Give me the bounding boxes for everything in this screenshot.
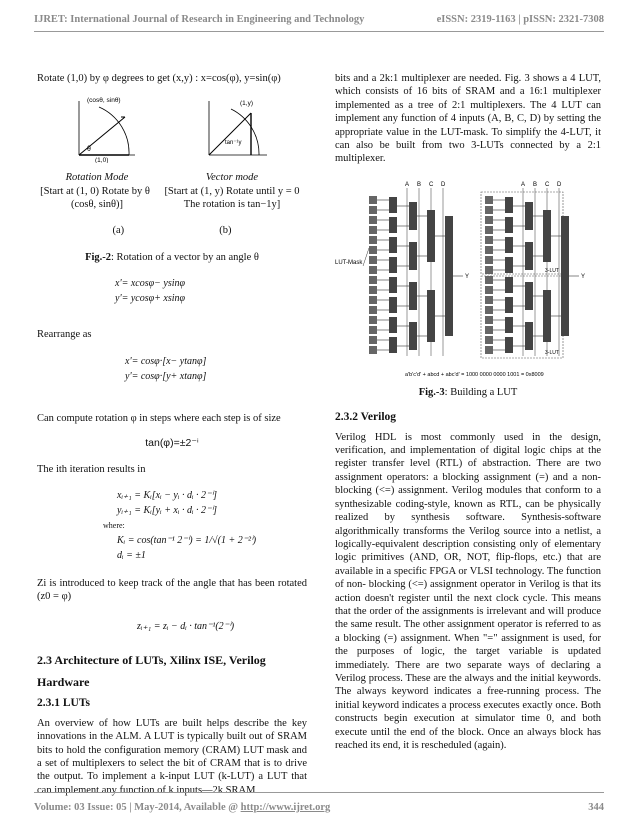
mux [505,217,513,233]
mux [505,277,513,293]
input-label: C [429,181,434,188]
mode-b-line1: [Start at (1, y) Rotate until y = 0 [164,185,300,197]
mux [389,337,397,353]
figure-2-modes [37,171,307,211]
figure-3-lut-diagram [335,178,601,378]
input-label: C [545,181,550,188]
sram-bit [485,266,493,274]
final-mux [445,216,453,336]
figure-2-diagrams [37,93,307,163]
lut3-label-top: 3-LUT [545,267,559,274]
mux [505,297,513,313]
eq4-line2: yᵢ₊₁ = Kᵢ[yᵢ + xᵢ · dᵢ · 2⁻ⁱ] [117,505,217,517]
sram-bit [485,296,493,304]
sram-bit [485,196,493,204]
eq2-line1: x'= cosφ·[x− ytanφ] [125,355,207,367]
section-2-3-heading: 2.3 Architecture of LUTs, Xilinx ISE, Verilog Hardware [37,653,266,690]
mux [505,257,513,273]
final-mux [561,216,569,336]
sram-bit [485,326,493,334]
section-2-3-1-heading: 2.3.1 LUTs [37,697,90,710]
mux [389,317,397,333]
mux [505,237,513,253]
sram-bit [485,216,493,224]
equation-5: zᵢ₊₁ = zᵢ − dᵢ · tan⁻¹(2⁻ⁱ) [137,620,235,632]
sram-bit [369,196,377,204]
sram-bit [369,276,377,284]
sram-bit [369,216,377,224]
mux [543,290,551,342]
eq2-line2: y'= cosφ·[y+ xtanφ] [125,370,207,382]
fig2a-theta: θ [87,146,91,154]
sram-bit [369,206,377,214]
mux [409,242,417,270]
lut-mask-pointer [363,248,369,266]
header-rule [34,31,604,32]
mux [427,210,435,262]
footer-rule [34,792,604,793]
luts-paragraph: An overview of how LUTs are built helps describe the key innovations in the ALM. A LUT is typically built out of SRAM bits to hold the configuration memory (CRAM) LUT mask and a set of multiplexers to select the bit of CRAM that is to drive the output. To implement a k-input LUT (k-LUT) a LUT that can implement any function of k inputs—2k SRAM [37,717,307,796]
fig3-caption-text: : Building a LUT [444,386,518,398]
mux [409,282,417,310]
zi-paragraph: Zi is introduced to keep track of the angle that has been rotated (z0 = φ) [37,578,307,603]
mux [505,337,513,353]
sram-bit [369,286,377,294]
page-footer [34,802,604,813]
eq1-line1: x'= xcosφ− ysinφ [115,278,186,290]
input-label: D [557,181,562,188]
fig2a-label-bottom: (1,0) [95,157,109,164]
vector-mode-text [157,171,307,211]
sram-bit [485,316,493,324]
input-label: A [405,181,410,188]
lut-mask-label: LUT-Mask [335,259,363,266]
sram-bit [369,246,377,254]
mux [389,197,397,213]
fig2b-label-top: (1,y) [240,100,253,108]
rotation-mode-diagram [79,97,135,163]
sram-bit [369,336,377,344]
input-label: D [441,181,446,188]
mux [525,322,533,350]
sram-bit [369,236,377,244]
mux [543,210,551,262]
eq4-line4: dᵢ = ±1 [117,550,146,562]
mux [389,257,397,273]
left-column [37,72,307,797]
output-label: Y [581,273,586,280]
sram-bit [485,346,493,354]
sram-bit [369,346,377,354]
sram-bit [485,246,493,254]
equation-2 [37,354,307,384]
mux [505,317,513,333]
ith-text: The ith iteration results in [37,463,146,475]
journal-title: IJRET: International Journal of Research in Engineering and Technology [34,14,365,25]
eq4-where: where: [103,521,125,531]
eq1-line2: y'= ycosφ+ xsinφ [115,293,186,305]
mux [389,277,397,293]
mux [389,217,397,233]
mux [427,290,435,342]
sram-bit [485,306,493,314]
equation-3: tan(φ)=±2⁻ⁱ [145,437,199,450]
sram-bit [369,256,377,264]
page-header [34,14,604,25]
mux [525,202,533,230]
input-label: B [417,181,422,188]
sram-bit [369,296,377,304]
sram-bit [369,316,377,324]
fig3-caption-label: Fig.-3 [418,386,445,398]
mux [389,237,397,253]
equation-4 [37,488,307,563]
section-2-3-2-heading: 2.3.2 Verilog [335,411,397,424]
mux [505,197,513,213]
fig2a-label-top: (cosθ, sinθ) [87,97,121,105]
mux [525,282,533,310]
issn: eISSN: 2319-1163 | pISSN: 2321-7308 [436,14,604,25]
input-label: A [521,181,526,188]
sram-bit [369,226,377,234]
fig2-caption-label: Fig.-2 [85,252,112,264]
rotation-mode-text [37,171,157,211]
fig2-caption-text: : Rotation of a vector by an angle θ [111,252,259,264]
sub-label-a: (a) [112,224,125,236]
page-number: 344 [588,802,604,813]
sub-label-b: (b) [219,224,232,236]
mux [409,322,417,350]
sram-bit [485,276,493,284]
figure-2-sublabels [37,224,307,237]
sram-bit [485,286,493,294]
sram-bit [485,236,493,244]
output-label: Y [465,273,470,280]
fig2b-label-mid: tan⁻¹y [225,140,242,147]
equation-1 [37,276,307,306]
eq4-line1: xᵢ₊₁ = Kᵢ[xᵢ − yᵢ · dᵢ · 2⁻ⁱ] [117,490,217,502]
sram-bit [485,336,493,344]
figure-3-caption [335,386,601,399]
sram-bit [369,266,377,274]
lut3-label-bottom: 3-LUT [545,349,559,356]
footer-volume [34,802,330,813]
mode-a-title: Rotation Mode [65,172,129,184]
footer-link[interactable]: http://www.ijret.org [240,802,331,813]
sram-bit [485,206,493,214]
sram-bit [485,226,493,234]
figure-2-caption [37,251,307,264]
input-label: B [533,181,538,188]
steps-text: Can compute rotation φ in steps where each step is of size [37,412,281,424]
sram-bit [369,306,377,314]
mux [389,297,397,313]
right-intro-paragraph: bits and a 2k:1 multiplexer are needed. Fig. 3 shows a 4 LUT, which consists of 16 bits of SRAM and a 16:1 multiplexer implemented as a tree of 2:1 multiplexers. The 4 LUT can implement any function of 4 inputs (A, B, C, D) by setting the appropriate value in the LUT-mask. To simplify the 4-LUT, it can also be built from two 3-LUTs connected by a 2:1 multiplexer. [335,73,601,165]
rearrange-text: Rearrange as [37,329,92,341]
mode-a-line2: (cosθ, sinθ)] [70,199,124,211]
mode-b-title: Vector mode [205,172,259,184]
vector-mode-diagram [209,100,267,155]
lut-equation: a'b'c'd' + abcd + abc'd' = 1000 0000 0000 1001 = 0x8009 [405,371,544,378]
footer-volume-text: Volume: 03 Issue: 05 | May-2014, Available @ [34,802,241,813]
mux [525,242,533,270]
mode-b-line2: The rotation is tan−1y] [183,199,281,211]
right-column [335,72,601,752]
intro-line: Rotate (1,0) by φ degrees to get (x,y) : x=cos(φ), y=sin(φ) [37,73,281,84]
sram-bit [369,326,377,334]
eq4-line3: Kᵢ = cos(tan⁻¹ 2⁻ⁱ) = 1/√(1 + 2⁻²ⁱ) [117,535,257,547]
verilog-paragraph: Verilog HDL is most commonly used in the design, verification, and implementation of digital logic chips at the register transfer level (RTL) of abstraction. There are two assignment operators: a blocking assignment (=) and a non-blocking (<=) assignment. Verilog modules that conform to a synthesizable coding-style, known as RTL, can be physically realized by synthesis software. Synthesis-software algorithmically transforms the Verilog source into a netlist, a logically-equivalent description consisting only of elementary logic primitives (AND, OR, NOT, flip-flops, etc.) that are available in a specific FPGA or VLSI technology. The function of non- blocking (<=) assignment operator in Verilog is that its action doesn't register until the next clock cycle. This means that the order of the assignments is irrelevant and will produce the same result. The other assignment operator is referred to as a blocking (=) assignment. When "=" assignment is used, for the purposes of logic, the target variable is updated immediately. There are two separate ways of declaring a Verilog process. These are the always and the initial keywords. The always keyword indicates a free-running process. The initial keyword indicates a process executes exactly once. Both constructs begin execution at simulator time 0, and both execute until the end of the block. Once an always block has reached its end, it is rescheduled (again). [335,431,601,751]
two-3-lut-tree [481,182,585,358]
mux [409,202,417,230]
sram-bit [485,256,493,264]
mode-a-line1: [Start at (1, 0) Rotate by θ [40,185,150,197]
